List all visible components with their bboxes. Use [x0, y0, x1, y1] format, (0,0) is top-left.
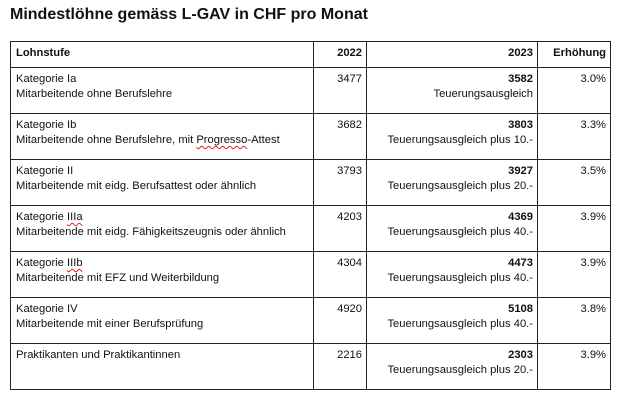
increase-value: 3.9%	[538, 206, 611, 252]
increase-value: 3.8%	[538, 298, 611, 344]
category-label: Kategorie II	[16, 165, 74, 177]
category-label: Kategorie IV	[16, 303, 78, 315]
table-row	[11, 68, 611, 114]
category-text: Kategorie	[16, 257, 67, 269]
category-text: Kategorie	[16, 211, 67, 223]
category-description: Mitarbeitende ohne Berufslehre	[16, 88, 173, 100]
header-2023: 2023	[367, 42, 538, 68]
increase-value: 3.3%	[538, 114, 611, 160]
value-2022: 4203	[314, 206, 367, 252]
category-description: Mitarbeitende mit eidg. Fähigkeitszeugnis oder ähnlich	[16, 226, 286, 238]
category-label: Kategorie Ib	[16, 119, 77, 131]
value-2022: 4304	[314, 252, 367, 298]
wage-table-container	[10, 41, 610, 390]
category-label	[16, 256, 309, 271]
value-2023-cell	[367, 114, 538, 160]
increase-value: 3.9%	[538, 344, 611, 390]
value-2023-cell	[367, 68, 538, 114]
category-description: Mitarbeitende mit einer Berufsprüfung	[16, 318, 204, 330]
value-2023-cell	[367, 298, 538, 344]
value-2023-note: Teuerungsausgleich plus 10.-	[387, 134, 533, 146]
value-2023-note: Teuerungsausgleich plus 20.-	[387, 364, 533, 376]
lohnstufe-cell	[11, 160, 314, 206]
value-2023-note: Teuerungsausgleich	[433, 88, 533, 100]
page-title: Mindestlöhne gemäss L-GAV in CHF pro Monat	[10, 6, 368, 23]
header-2022: 2022	[314, 42, 367, 68]
description-text: -Attest	[247, 134, 280, 146]
description-text: Mitarbeitende ohne Berufslehre, mit	[16, 134, 197, 146]
lohnstufe-cell	[11, 298, 314, 344]
value-2023: 3927	[508, 165, 533, 177]
value-2022: 3793	[314, 160, 367, 206]
value-2023-note: Teuerungsausgleich plus 40.-	[387, 226, 533, 238]
category-description: Mitarbeitende mit EFZ und Weiterbildung	[16, 272, 220, 284]
lohnstufe-cell	[11, 344, 314, 390]
value-2023: 3803	[508, 119, 533, 131]
table-row	[11, 298, 611, 344]
table-header-row	[11, 42, 611, 68]
value-2023-cell	[367, 252, 538, 298]
spellcheck-flagged-word: IIIb	[67, 257, 83, 269]
category-label	[16, 210, 309, 225]
value-2023-cell	[367, 344, 538, 390]
category-label: Kategorie Ia	[16, 73, 77, 85]
value-2023: 5108	[508, 303, 533, 315]
table-row	[11, 252, 611, 298]
lohnstufe-cell	[11, 68, 314, 114]
value-2023-cell	[367, 206, 538, 252]
increase-value: 3.0%	[538, 68, 611, 114]
category-description	[16, 133, 309, 148]
header-lohnstufe: Lohnstufe	[11, 42, 314, 68]
table-row	[11, 206, 611, 252]
value-2022: 4920	[314, 298, 367, 344]
spellcheck-flagged-word: Progresso	[196, 134, 248, 146]
value-2023: 4369	[508, 211, 533, 223]
value-2023: 2303	[508, 349, 533, 361]
value-2023-cell	[367, 160, 538, 206]
value-2022: 3477	[314, 68, 367, 114]
spellcheck-flagged-word: IIIa	[67, 211, 83, 223]
lohnstufe-cell	[11, 252, 314, 298]
value-2023-note: Teuerungsausgleich plus 40.-	[387, 318, 533, 330]
lohnstufe-cell	[11, 114, 314, 160]
minimum-wage-table	[10, 41, 611, 390]
category-label: Praktikanten und Praktikantinnen	[16, 349, 181, 361]
table-row	[11, 160, 611, 206]
table-row	[11, 344, 611, 390]
header-erhoehung: Erhöhung	[538, 42, 611, 68]
value-2023-note: Teuerungsausgleich plus 40.-	[387, 272, 533, 284]
value-2023-note: Teuerungsausgleich plus 20.-	[387, 180, 533, 192]
value-2023: 3582	[508, 73, 533, 85]
value-2022: 2216	[314, 344, 367, 390]
value-2023: 4473	[508, 257, 533, 269]
increase-value: 3.5%	[538, 160, 611, 206]
lohnstufe-cell	[11, 206, 314, 252]
category-description: Mitarbeitende mit eidg. Berufsattest oder ähnlich	[16, 180, 257, 192]
table-row	[11, 114, 611, 160]
increase-value: 3.9%	[538, 252, 611, 298]
value-2022: 3682	[314, 114, 367, 160]
